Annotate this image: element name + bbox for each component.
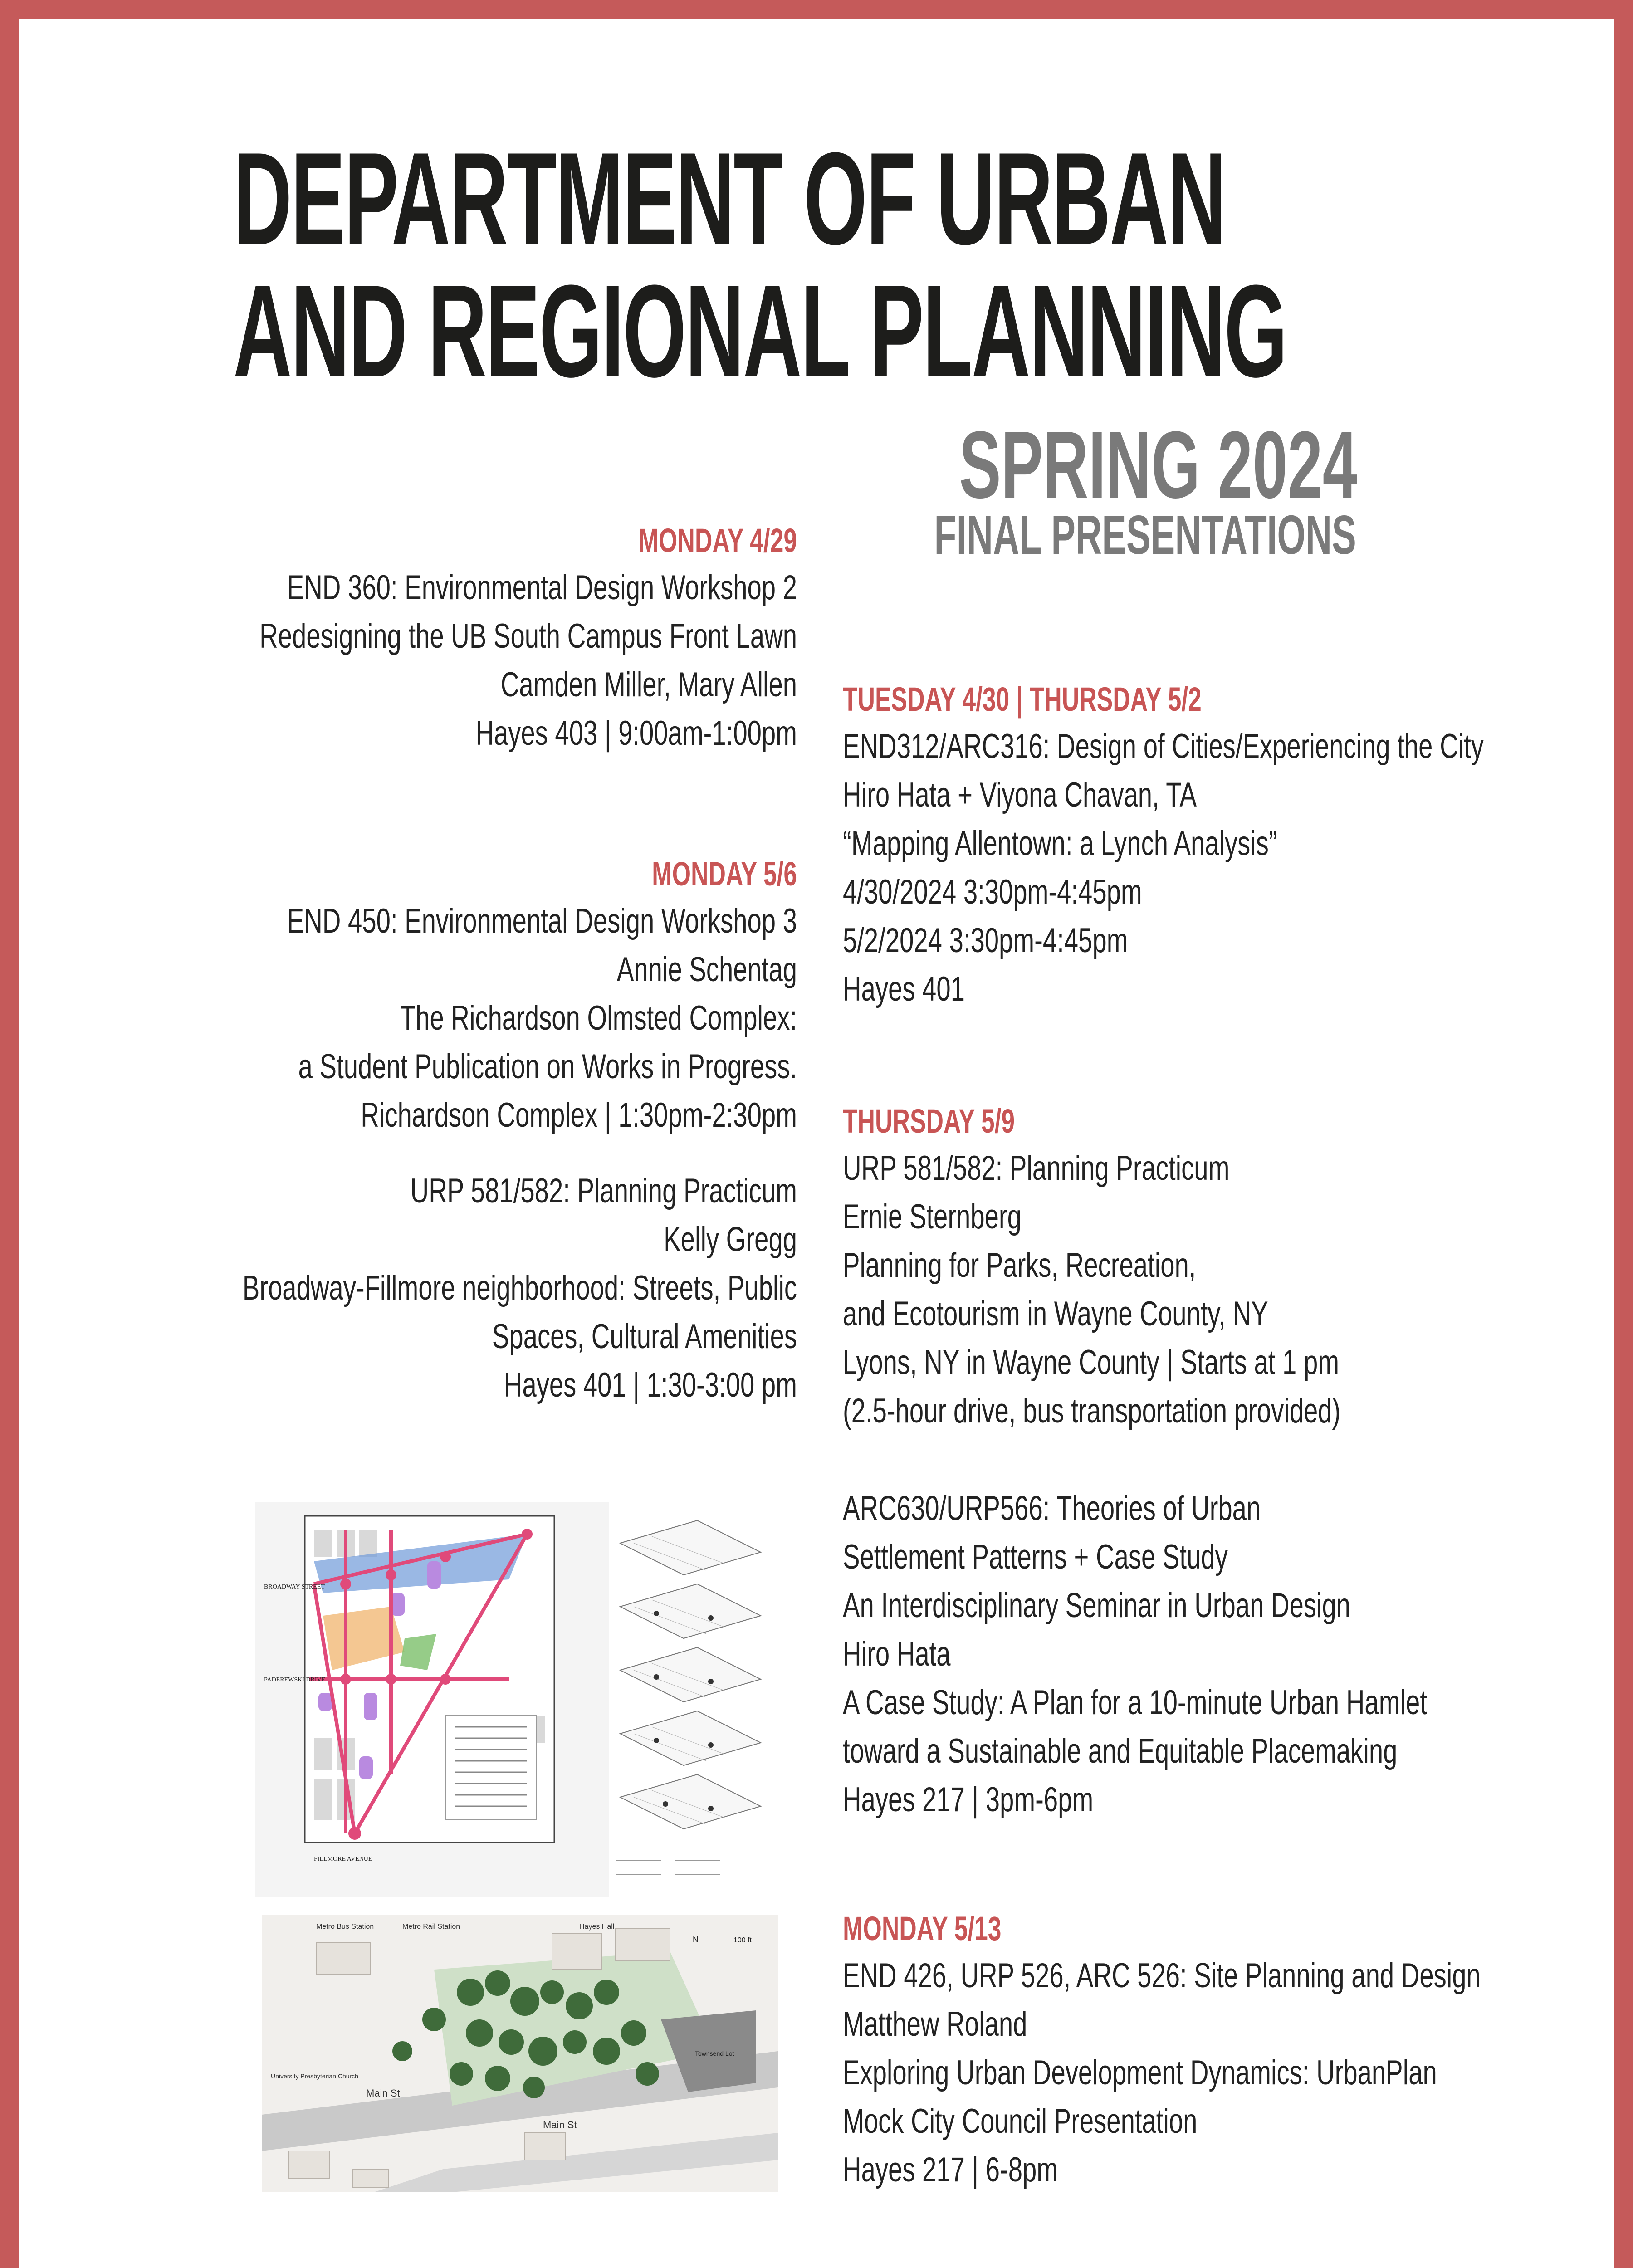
day-heading: MONDAY 5/6 [652,855,797,893]
entry-line: The Richardson Olmsted Complex: [400,999,797,1037]
entry-line: (2.5-hour drive, bus transportation provided) [843,1392,1341,1430]
department-title [233,125,1287,405]
entry-line: END 360: Environmental Design Workshop 2 [287,568,797,607]
entry-line: toward a Sustainable and Equitable Placemaking [843,1732,1398,1770]
title-line-2: AND REGIONAL PLANNING [233,258,1287,405]
title-line-1: DEPARTMENT OF URBAN [233,125,1225,272]
entry-line: Lyons, NY in Wayne County | Starts at 1 pm [843,1343,1340,1382]
site-label: Hayes Hall [579,1923,615,1931]
site-label: University Presbyterian Church [271,2072,358,2080]
entry-line: Hayes 217 | 3pm-6pm [843,1780,1094,1819]
entry-line: END312/ARC316: Design of Cities/Experiencing the City [843,727,1484,766]
site-label: Metro Bus Station [316,1923,374,1931]
entry-line: Annie Schentag [616,950,797,989]
entry-line: Planning for Parks, Recreation, [843,1246,1196,1285]
schedule-entry [843,1906,1614,2194]
entry-line: Hayes 401 [843,970,965,1008]
entry-line: Broadway-Fillmore neighborhood: Streets, Public [242,1269,797,1307]
entry-line: Matthew Roland [843,2005,1027,2043]
entry-line: Spaces, Cultural Amenities [492,1317,797,1356]
entry-line: Richardson Complex | 1:30pm-2:30pm [361,1096,797,1134]
entry-line: Redesigning the UB South Campus Front Lawn [259,617,797,655]
entry-line: ARC630/URP566: Theories of Urban [843,1489,1261,1528]
entry-line: Ernie Sternberg [843,1198,1022,1236]
campus-site-plan-rendering [262,1915,778,2192]
entry-line: Hayes 217 | 6-8pm [843,2151,1058,2189]
entry-line: URP 581/582: Planning Practicum [410,1172,797,1210]
day-heading: MONDAY 5/13 [843,1910,1002,1947]
entry-line: An Interdisciplinary Seminar in Urban Design [843,1586,1351,1625]
entry-line: END 426, URP 526, ARC 526: Site Planning and Design [843,1956,1481,1995]
ub-school-logo [641,2260,1050,2268]
street-label: Main St [543,2119,577,2131]
entry-line: “Mapping Allentown: a Lynch Analysis” [843,824,1277,863]
scale-label: 100 ft [733,1936,752,1944]
north-arrow-label: N [693,1935,699,1944]
entry-line: 4/30/2024 3:30pm-4:45pm [843,873,1142,911]
map-label: BROADWAY STREET [264,1584,325,1590]
day-heading: MONDAY 4/29 [638,522,797,559]
term-subheading: FINAL PRESENTATIONS [934,504,1356,566]
entry-line: Mock City Council Presentation [843,2102,1198,2141]
street-label: Main St [366,2087,400,2099]
entry-line: Exploring Urban Development Dynamics: UrbanPlan [843,2053,1437,2092]
schedule-entry [843,1484,1614,1824]
entry-line: a Student Publication on Works in Progress. [298,1047,797,1086]
entry-line: Hiro Hata [843,1635,951,1673]
schedule-entry [843,1099,1614,1435]
schedule-entry [19,851,797,1139]
broadway-fillmore-plan-map [255,1502,609,1897]
entry-line: Hiro Hata + Viyona Chavan, TA [843,776,1197,814]
entry-line: Settlement Patterns + Case Study [843,1538,1228,1576]
day-heading: TUESDAY 4/30 | THURSDAY 5/2 [843,680,1202,718]
axonometric-layer-diagrams [606,1516,774,1899]
entry-line: END 450: Environmental Design Workshop 3 [287,902,797,940]
entry-line: A Case Study: A Plan for a 10-minute Urban Hamlet [843,1683,1427,1722]
entry-line: URP 581/582: Planning Practicum [843,1149,1230,1188]
entry-line: 5/2/2024 3:30pm-4:45pm [843,921,1128,960]
entry-line: and Ecotourism in Wayne County, NY [843,1295,1268,1333]
entry-line: Hayes 401 | 1:30-3:00 pm [504,1366,797,1404]
term-heading: SPRING 2024 [959,411,1358,518]
entry-line: Kelly Gregg [664,1220,797,1259]
site-label: Metro Rail Station [402,1923,460,1931]
entry-line: Hayes 403 | 9:00am-1:00pm [475,714,797,753]
schedule-entry [19,518,797,758]
map-label: FILLMORE AVENUE [314,1856,372,1862]
entry-line: Camden Miller, Mary Allen [500,665,797,704]
day-heading: THURSDAY 5/9 [843,1102,1015,1140]
map-label: PADEREWSKI DRIVE [264,1677,326,1683]
schedule-entry [843,677,1614,1013]
site-label: Townsend Lot [695,2050,734,2057]
schedule-entry [19,1167,797,1409]
poster [19,19,1614,2268]
